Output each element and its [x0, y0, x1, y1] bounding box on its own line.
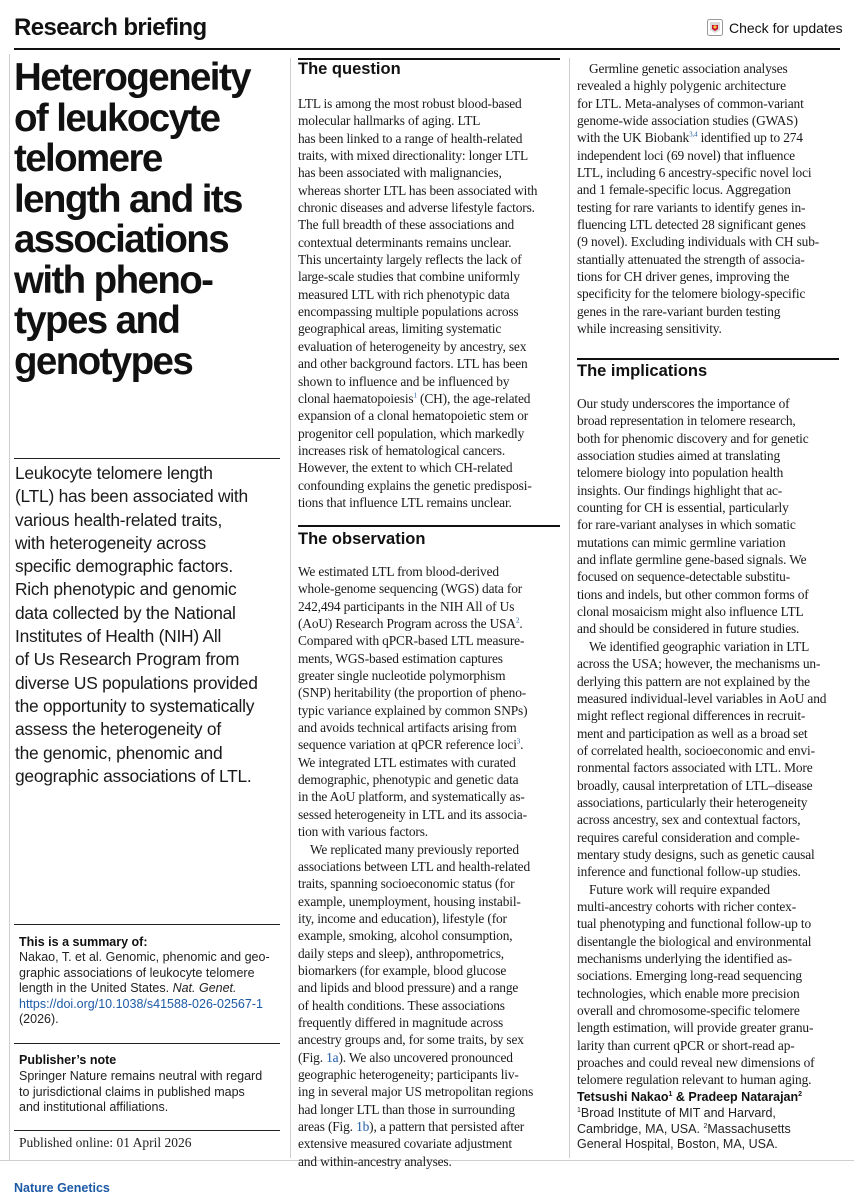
text-line: traits, spanning socioeconomic status (for [298, 876, 515, 892]
text-line: geographical areas, limiting systematic [298, 321, 502, 337]
affiliations [577, 1106, 845, 1153]
doi-link[interactable]: https://doi.org/10.1038/s41588-026-02567-1 [19, 996, 263, 1011]
text-line: ity, income and education), lifestyle (for [298, 910, 507, 926]
check-for-updates-button[interactable] [707, 19, 843, 36]
author-separator: & [672, 1090, 689, 1104]
journal-name[interactable]: Nature Genetics [14, 1181, 110, 1195]
reference-link[interactable]: 1 [413, 391, 417, 400]
text-line: fluencing LTL detected 28 significant genes [577, 217, 806, 233]
text-line: both for phenomic discovery and for genetic [577, 430, 809, 446]
text-line: (9 novel). Excluding individuals with CH sub- [577, 234, 820, 250]
text-line: proaches and could reveal new dimensions of [577, 1055, 815, 1071]
text-line: and within-ancestry analyses. [298, 1153, 452, 1169]
text-line: has been associated with malignancies, [298, 165, 502, 181]
affiliation-marker: 1 [577, 1106, 581, 1114]
header-rule [14, 48, 840, 50]
standfirst-rule [14, 458, 280, 459]
publishers-note-heading: Publisher’s note [19, 1053, 117, 1067]
text: with the UK Biobank [577, 130, 690, 146]
text-line: specificity for the telomere biology-specific [577, 286, 806, 302]
summary-citation [19, 950, 285, 1028]
text-line: technologies, which enable more precision [577, 985, 800, 1001]
text-line: measured LTL with rich phenotypic data [298, 286, 510, 302]
standfirst-line: Institutes of Health (NIH) All [15, 626, 222, 647]
text: sequence variation at qPCR reference loci [298, 737, 517, 753]
note-line: Springer Nature remains neutral with regard [19, 1069, 263, 1083]
text-line: tual phenotyping and functional follow-up to [577, 916, 812, 932]
text-line: mentary study designs, such as genetic causal [577, 846, 815, 862]
standfirst-line: data collected by the National [15, 602, 236, 623]
standfirst-line: Rich phenotypic and genomic [15, 579, 237, 600]
text-line: tions that influence LTL remains unclear. [298, 494, 512, 510]
publishers-note [19, 1069, 285, 1116]
text-line: increases risk of hematological cancers. [298, 442, 506, 458]
text-line: Germline genetic association analyses [589, 61, 788, 76]
text-line: progenitor cell population, which markedly [298, 425, 525, 441]
text-line: testing for rare variants to identify genes in- [577, 199, 806, 215]
text-line: associations, particularly their heterogeneity [577, 794, 808, 810]
text: Cambridge, MA, USA. [577, 1121, 704, 1136]
text-line: measured individual-level variables in AoU and [577, 690, 827, 706]
affiliation-marker: 1 [668, 1090, 673, 1098]
text-line: while increasing sensitivity. [577, 321, 722, 337]
text-line: clonal mosaicism might also influence LTL [577, 604, 804, 620]
text-line: genome-wide association studies (GWAS) [577, 113, 798, 129]
text-line: LTL is among the most robust blood-based [298, 96, 522, 111]
standfirst-line: with heterogeneity across [15, 532, 206, 553]
text-line: frequently differed in magnitude across [298, 1014, 504, 1030]
text-line: across the USA; however, the mechanisms un- [577, 656, 821, 672]
author-name: Tetsushi Nakao [577, 1090, 669, 1104]
text-line: genes in the rare-variant burden testing [577, 303, 781, 319]
text-line: extensive measured covariate adjustment [298, 1136, 512, 1152]
citation-year: (2026). [19, 1012, 59, 1026]
text: ), a pattern that persisted after [369, 1119, 525, 1134]
title-line: Heterogeneity [14, 56, 250, 99]
text-line: expansion of a clonal hematopoietic stem or [298, 408, 529, 424]
summary-heading: This is a summary of: [19, 935, 148, 949]
text-line [577, 129, 845, 146]
text-line: sequence variation at qPCR reference loci$^3$. [298, 737, 524, 753]
implications-rule [577, 358, 839, 360]
text-line: for rare-variant analyses in which somatic [577, 517, 796, 533]
standfirst-line: of Us Research Program from [15, 649, 240, 670]
text-line: typic variance explained by common SNPs) [298, 702, 528, 718]
text-line: broad representation in telomere research, [577, 413, 796, 429]
text-line: overall and chromosome-specific telomere [577, 1003, 800, 1019]
text-line: daily steps and sleep), anthropometrics, [298, 945, 504, 961]
text-line: This uncertainty largely reflects the lack of [298, 252, 522, 268]
text-line: and 1 female-specific locus. Aggregation [577, 182, 791, 198]
text-line: evaluation of heterogeneity by ancestry, sex [298, 338, 527, 354]
standfirst-line: assess the heterogeneity of [15, 719, 221, 740]
text: areas (Fig. [298, 1119, 357, 1134]
column-divider-2 [569, 58, 570, 1158]
column-divider-1 [290, 58, 291, 1158]
text-line: sociations. Emerging long-read sequencing [577, 968, 802, 984]
text-line: shown to influence and be influenced by [298, 373, 510, 389]
text-line: counting for CH is essential, particularly [577, 500, 789, 516]
text-line [298, 1118, 564, 1135]
standfirst [15, 462, 290, 788]
text: (Fig. [298, 1049, 327, 1065]
question-heading: The question [298, 60, 401, 78]
germline-body [577, 60, 845, 338]
text-line: had longer LTL than those in surrounding [298, 1101, 515, 1117]
text-line [298, 1049, 564, 1066]
text-line: large-scale studies that combine uniformly [298, 269, 520, 285]
text-line: length estimation, will provide greater granu- [577, 1020, 814, 1036]
standfirst-line: the opportunity to systematically [15, 695, 255, 716]
text-line: telomere biology into population health [577, 465, 784, 481]
text-line: tions for CH driver genes, improving the [577, 269, 790, 285]
text-line: inference and functional follow-up studies. [577, 864, 801, 880]
text-line: We replicated many previously reported [310, 841, 519, 857]
text-line: and avoids technical artifacts arising from [298, 720, 517, 736]
publishers-note-rule [14, 1043, 280, 1044]
text-line: revealed a highly polygenic architecture [577, 78, 786, 94]
reference-link[interactable]: 2 [515, 616, 520, 625]
text-line: greater single nucleotide polymorphism [298, 668, 506, 684]
standfirst-line: (LTL) has been associated with [15, 486, 248, 507]
text: ). We also uncovered pronounced [338, 1049, 513, 1065]
text-line: has been linked to a range of health-related [298, 130, 523, 146]
text-line: disentangle the biological and environmental [577, 933, 812, 949]
text-line: broadly, causal interpretation of LTL–disease [577, 777, 813, 793]
implications-body [577, 395, 845, 1089]
text-line: We identified geographic variation in LTL [589, 638, 810, 654]
text-line: independent loci (69 novel) that influence [577, 147, 795, 163]
text: clonal haematopoiesis [298, 390, 414, 406]
text-line: mechanisms underlying the identified as- [577, 951, 792, 966]
citation-line: graphic associations of leukocyte telomere [19, 965, 255, 980]
text-line: encompassing multiple populations across [298, 304, 519, 320]
text-line: of correlated health, socioeconomic and envi- [577, 742, 815, 758]
standfirst-line: the genomic, phenomic and [15, 742, 223, 763]
text: Broad Institute of MIT and Harvard, [580, 1106, 776, 1120]
question-body [298, 95, 564, 511]
citation-text: length in the United States. [19, 981, 173, 995]
figure-link[interactable]: 1b [356, 1119, 370, 1134]
text-line: (SNP) heritability (the proportion of pheno- [298, 685, 527, 701]
text-line: ments, WGS-based estimation captures [298, 650, 503, 666]
reference-link[interactable]: 3,4 [689, 130, 698, 139]
text: (AoU) Research Program across the USA [298, 616, 516, 632]
title-line: associations [14, 218, 229, 261]
text-line: We integrated LTL estimates with curated [298, 754, 516, 770]
implications-heading: The implications [577, 362, 708, 380]
title-line: telomere [14, 137, 162, 180]
text-line: of health conditions. These associations [298, 997, 505, 1013]
text-line: tion with various factors. [298, 824, 428, 840]
text: identified up to 274 [697, 130, 803, 146]
standfirst-line: diverse US populations provided [15, 672, 258, 693]
text-line: demographic, phenotypic and genetic data [298, 772, 519, 788]
left-margin-line [9, 54, 10, 1160]
text-line: example, smoking, alcohol consumption, [298, 928, 513, 944]
text-line: for LTL. Meta-analyses of common-variant [577, 95, 804, 111]
affiliation-line: General Hospital, Boston, MA, USA. [577, 1137, 778, 1151]
text-line: geographic heterogeneity; participants liv- [298, 1066, 519, 1082]
observation-rule [298, 525, 560, 527]
text-line: We estimated LTL from blood-derived [298, 564, 499, 579]
text-line: molecular hallmarks of aging. LTL [298, 113, 481, 129]
text-line: biomarkers (for example, blood glucose [298, 962, 507, 978]
text-line: traits, with mixed directionality: longer LTL [298, 148, 529, 164]
standfirst-line: Leukocyte telomere length [15, 463, 213, 483]
text-line: stantially attenuated the strength of associa- [577, 251, 805, 267]
affiliation-marker: 2 [798, 1090, 803, 1098]
text-line: derlying this pattern are not explained by the [577, 673, 810, 689]
author-name: Pradeep Natarajan [688, 1090, 799, 1104]
text-line: (AoU) Research Program across the USA$^2$. [298, 616, 523, 632]
standfirst-line: specific demographic factors. [15, 556, 233, 577]
text-line: sessed heterogeneity in LTL and its associa- [298, 806, 527, 822]
text-line: associations between LTL and health-related [298, 858, 531, 874]
text-line: example, unemployment, housing instabil- [298, 893, 521, 909]
article-type-label: Research briefing [14, 14, 207, 41]
text-line: whole-genome sequencing (WGS) data for [298, 581, 523, 597]
text-line: The full breadth of these associations and [298, 217, 515, 233]
text-line: ronmental factors associated with LTL. More [577, 760, 813, 776]
title-line: genotypes [14, 339, 193, 383]
text-line: mutations can mimic germline variation [577, 534, 786, 550]
title-line: of leukocyte [14, 96, 220, 140]
author-list [577, 1090, 802, 1104]
text-line: requires careful consideration and comple- [577, 829, 800, 845]
text: Massachusetts [707, 1121, 791, 1136]
observation-heading: The observation [298, 530, 426, 548]
text-line: and lipids and blood pressure) and a range [298, 980, 519, 996]
text-line: focused on sequence-detectable substitu- [577, 569, 791, 585]
text-line: whereas shorter LTL has been associated with [298, 182, 538, 198]
text-line: multi-ancestry cohorts with richer contex- [577, 898, 797, 914]
published-rule [14, 1130, 280, 1131]
text-line: contextual determinants remains unclear. [298, 234, 512, 250]
title-line: with pheno- [14, 258, 213, 302]
text-line: across ancestry, sex and contextual factors, [577, 812, 801, 828]
affiliation-line [577, 1106, 845, 1122]
text-line: and other background factors. LTL has been [298, 356, 528, 372]
text-line: might reflect regional differences in recruit- [577, 708, 806, 724]
text-line: confounding explains the genetic predisposi- [298, 477, 532, 493]
text-line: insights. Our findings highlight that ac- [577, 482, 783, 498]
text-line: telomere regulation relevant to human aging. [577, 1072, 812, 1088]
published-online: Published online: 01 April 2026 [19, 1135, 192, 1150]
text-line: 242,494 participants in the NIH All of Us [298, 598, 515, 614]
text-line: chronic diseases and adverse lifestyle factors. [298, 200, 535, 216]
text-line: ing in several major US metropolitan regions [298, 1084, 534, 1100]
crossmark-icon [707, 19, 723, 36]
affiliation-marker: 2 [703, 1122, 708, 1130]
text-line: Our study underscores the importance of [577, 396, 790, 411]
text-line: However, the extent to which CH-related [298, 460, 513, 476]
text-line: tions and indels, but other common forms of [577, 586, 809, 602]
text-line: and should be considered in future studies. [577, 621, 800, 637]
text-line: and inflate germline gene-based signals. We [577, 552, 807, 568]
text-line: LTL, including 6 ancestry-specific novel loci [577, 165, 812, 181]
summary-rule [14, 924, 280, 925]
citation-line [19, 981, 285, 997]
article-title [14, 58, 286, 382]
affiliation-line [577, 1122, 845, 1138]
note-line: to jurisdictional claims in published maps [19, 1084, 245, 1099]
title-line: types and [14, 299, 180, 342]
text-line: Compared with qPCR-based LTL measure- [298, 633, 525, 649]
text-line: in the AoU platform, and systematically as- [298, 789, 525, 805]
text-line: ancestry groups and, for some traits, by sex [298, 1032, 524, 1048]
observation-body [298, 563, 564, 1170]
text: (CH), the age-related [416, 390, 531, 406]
text-line [298, 390, 564, 407]
text-line: larity than current qPCR or short-read ap- [577, 1037, 795, 1053]
note-line: and institutional affiliations. [19, 1100, 169, 1114]
text-line: association studies aimed at translating [577, 448, 780, 464]
journal-abbrev: Nat. Genet. [172, 981, 237, 995]
text-line: ment and participation as well as a broad set [577, 725, 808, 741]
reference-link[interactable]: 3 [516, 737, 521, 746]
check-for-updates-label: Check for updates [729, 19, 843, 36]
citation-line: Nakao, T. et al. Genomic, phenomic and geo- [19, 950, 270, 964]
title-line: length and its [14, 177, 242, 221]
text-line: Future work will require expanded [589, 881, 770, 897]
standfirst-line: various health-related traits, [15, 509, 223, 530]
standfirst-line: geographic associations of LTL. [15, 765, 252, 786]
figure-link[interactable]: 1a [326, 1049, 339, 1065]
